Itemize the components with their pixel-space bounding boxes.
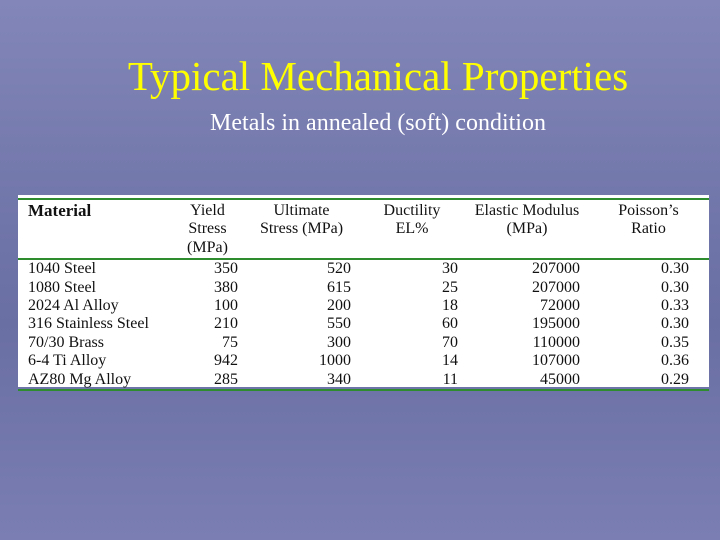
slide-title: Typical Mechanical Properties [127, 53, 629, 99]
cell-ductility: 11 [442, 370, 458, 388]
table-row [18, 279, 709, 297]
cell-elastic-modulus: 110000 [532, 333, 580, 351]
table-row [18, 297, 709, 315]
cell-ductility: 70 [442, 333, 458, 351]
header-line2: (MPa) [187, 238, 228, 256]
cell-ultimate-stress: 520 [327, 260, 351, 278]
cell-elastic-modulus: 195000 [532, 315, 580, 333]
cell-poissons-ratio: 0.33 [661, 297, 689, 315]
cell-material: 316 Stainless Steel [28, 315, 149, 333]
table-header-row [18, 199, 709, 259]
table-row [18, 371, 709, 390]
cell-ultimate-stress: 1000 [319, 352, 351, 370]
cell-yield-stress: 75 [222, 333, 238, 351]
cell-yield-stress: 210 [214, 315, 238, 333]
table-row [18, 334, 709, 352]
table-row [18, 259, 709, 278]
cell-poissons-ratio: 0.35 [661, 333, 689, 351]
header-line1: Material [28, 201, 92, 220]
header-line2: (MPa) [506, 220, 548, 238]
cell-ductility: 60 [442, 315, 458, 333]
cell-elastic-modulus: 72000 [540, 297, 580, 315]
cell-material: 2024 Al Alloy [28, 297, 119, 315]
cell-elastic-modulus: 107000 [532, 352, 580, 370]
cell-material: AZ80 Mg Alloy [28, 370, 132, 388]
header-line1: Ultimate [273, 202, 330, 219]
cell-ultimate-stress: 340 [327, 370, 351, 388]
column-header-ductility [358, 199, 466, 259]
cell-poissons-ratio: 0.36 [661, 352, 689, 370]
column-header-ultimate-stress [245, 199, 358, 259]
cell-material: 6-4 Ti Alloy [28, 352, 107, 370]
cell-ductility: 18 [442, 297, 458, 315]
header-line1: Poisson’s [618, 202, 679, 219]
header-line1: Ductility [383, 202, 441, 219]
properties-table [18, 198, 709, 391]
cell-ductility: 30 [442, 260, 458, 278]
cell-yield-stress: 100 [214, 297, 238, 315]
column-header-poissons-ratio [588, 199, 709, 259]
cell-elastic-modulus: 45000 [540, 370, 580, 388]
slide-subtitle: Metals in annealed (soft) condition [210, 110, 546, 136]
cell-ultimate-stress: 200 [327, 297, 351, 315]
cell-ductility: 14 [442, 352, 458, 370]
column-header-material [18, 199, 170, 259]
cell-material: 1040 Steel [28, 260, 96, 278]
column-header-yield-stress [170, 199, 245, 259]
header-line1: Elastic Modulus [474, 202, 580, 219]
cell-poissons-ratio: 0.30 [661, 315, 689, 333]
cell-elastic-modulus: 207000 [532, 278, 580, 296]
cell-poissons-ratio: 0.30 [661, 278, 689, 296]
cell-yield-stress: 942 [214, 352, 238, 370]
cell-poissons-ratio: 0.30 [661, 260, 689, 278]
cell-poissons-ratio: 0.29 [661, 370, 689, 388]
cell-yield-stress: 285 [214, 370, 238, 388]
header-line2: Stress (MPa) [259, 220, 344, 238]
cell-elastic-modulus: 207000 [532, 260, 580, 278]
cell-material: 1080 Steel [28, 278, 96, 296]
header-line2: EL% [395, 220, 429, 238]
cell-ultimate-stress: 300 [327, 333, 351, 351]
properties-table-panel [18, 195, 709, 387]
cell-ductility: 25 [442, 278, 458, 296]
table-row [18, 315, 709, 333]
table-row [18, 352, 709, 370]
column-header-elastic-modulus [466, 199, 588, 259]
header-line2: Ratio [631, 220, 666, 238]
cell-yield-stress: 350 [214, 260, 238, 278]
cell-ultimate-stress: 615 [327, 278, 351, 296]
cell-material: 70/30 Brass [28, 333, 104, 351]
cell-ultimate-stress: 550 [327, 315, 351, 333]
cell-yield-stress: 380 [214, 278, 238, 296]
header-line1: Yield Stress [188, 202, 227, 238]
